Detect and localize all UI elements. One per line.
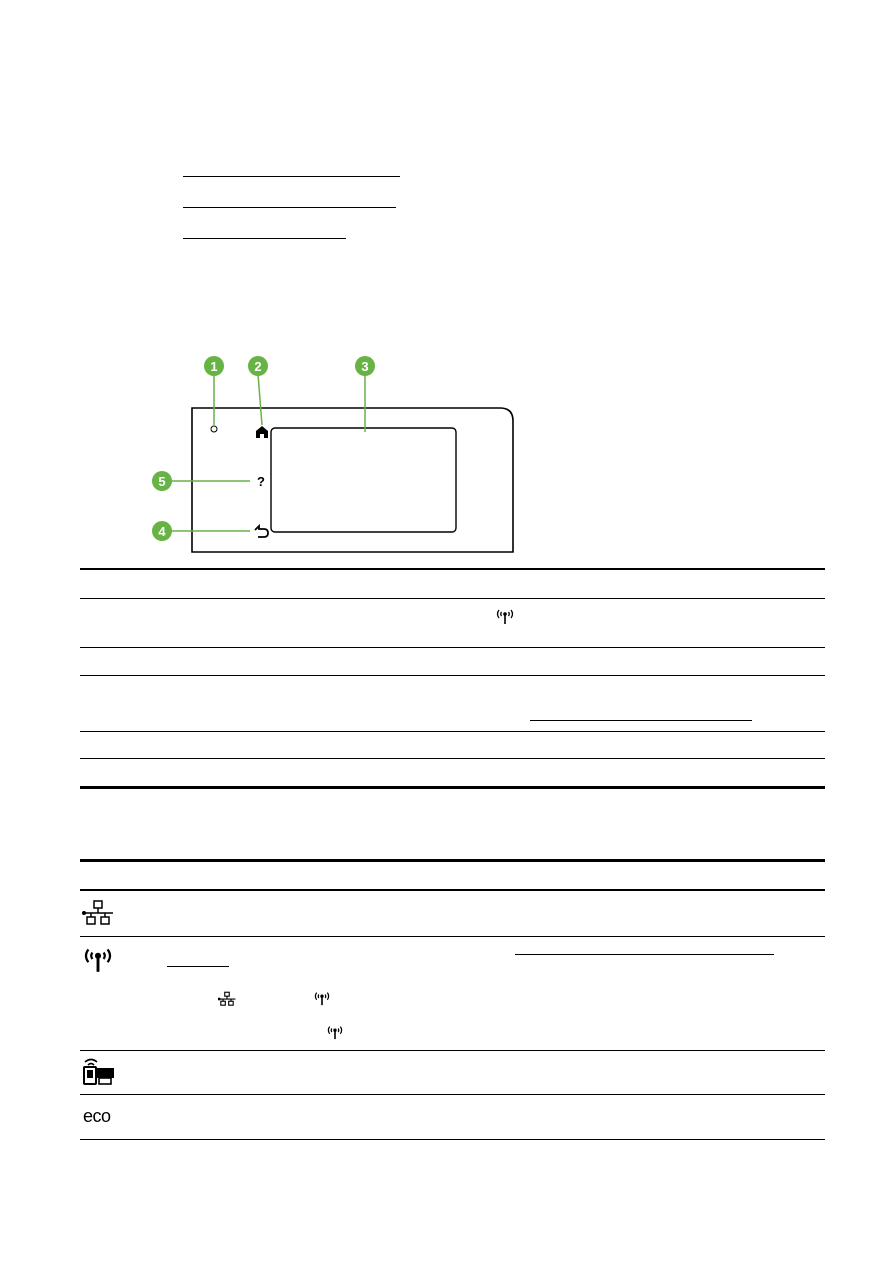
table1-row-rule-3 (80, 731, 825, 732)
ethernet-icon-inline (218, 991, 236, 1007)
back-icon (255, 526, 268, 537)
wireless-icon-inline-2 (326, 1024, 344, 1040)
table1-row-rule-4 (80, 758, 825, 759)
svg-text:5: 5 (158, 474, 166, 489)
table2-row-rule-1 (80, 936, 825, 937)
callout-3 (355, 356, 375, 376)
table2-top-rule (80, 859, 825, 862)
svg-text:3: 3 (361, 359, 369, 374)
callout-2 (248, 356, 268, 376)
wireless-icon (495, 607, 515, 625)
table2-row-rule-2 (80, 1050, 825, 1051)
table1-link-underline[interactable] (530, 720, 752, 721)
home-icon (256, 426, 268, 438)
table1-top-rule (80, 568, 825, 570)
table1-row-rule-2 (80, 675, 825, 676)
wireless-link-underline-2[interactable] (167, 966, 229, 967)
eco-icon: eco (83, 1106, 111, 1126)
table1-header-rule (80, 598, 825, 599)
touch-screen (271, 428, 456, 532)
control-panel-diagram (0, 0, 893, 600)
power-light (211, 426, 217, 432)
table1-row-rule-1 (80, 647, 825, 648)
callout-5 (152, 471, 172, 491)
svg-text:1: 1 (210, 359, 218, 374)
wireless-icon-large (82, 944, 114, 974)
wireless-link-underline-1[interactable] (515, 954, 774, 955)
svg-text:4: 4 (158, 524, 166, 539)
help-icon: ? (257, 474, 265, 489)
table2-header-rule (80, 889, 825, 891)
ethernet-icon (82, 900, 114, 926)
table2-bottom-rule (80, 1139, 825, 1140)
callout-1 (204, 356, 224, 376)
callout-4 (152, 521, 172, 541)
wifi-direct-icon (82, 1058, 116, 1086)
table2-row-rule-3 (80, 1094, 825, 1095)
svg-text:2: 2 (254, 359, 262, 374)
table1-bottom-rule (80, 786, 825, 789)
wireless-icon-inline-1 (313, 990, 331, 1006)
